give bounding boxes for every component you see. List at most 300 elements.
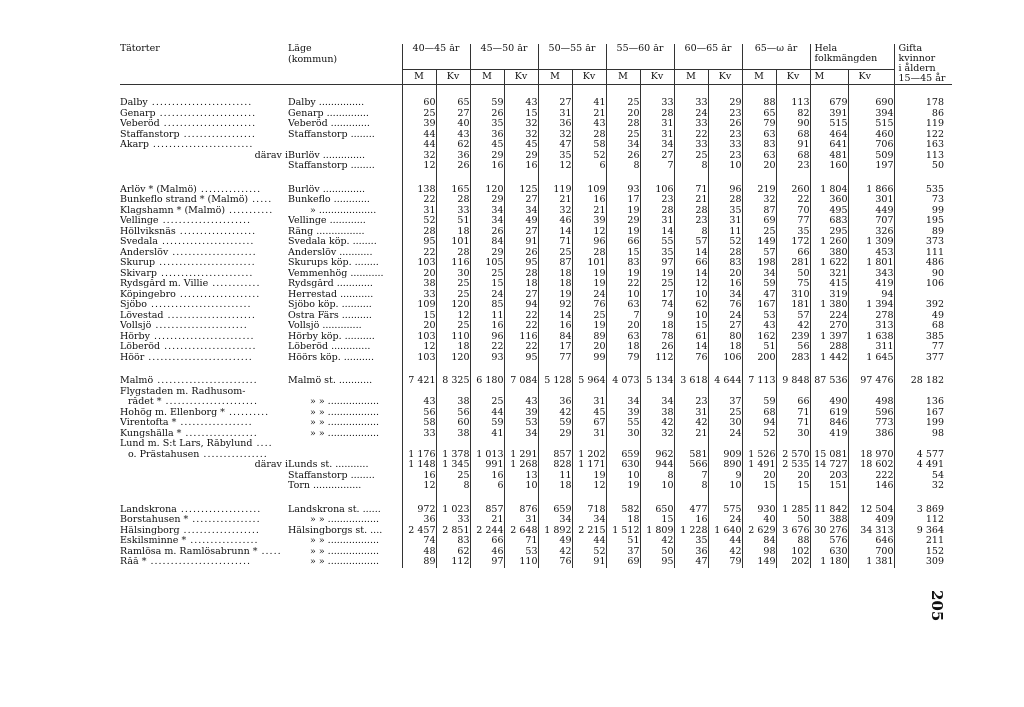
value-cell: 19 bbox=[572, 471, 606, 482]
value-cell: 59 bbox=[742, 279, 776, 290]
value-cell: 1 013 bbox=[470, 450, 504, 461]
gap-cell bbox=[708, 172, 742, 185]
value-cell: 44 bbox=[708, 536, 742, 547]
header-male: M bbox=[674, 70, 708, 85]
value-cell: 706 bbox=[848, 140, 894, 151]
header-gifta-line4: 15—45 år bbox=[898, 73, 946, 84]
tatort-cell bbox=[120, 290, 288, 301]
value-cell: 38 bbox=[402, 279, 436, 290]
value-cell: 49 bbox=[538, 536, 572, 547]
kommun-cell bbox=[288, 290, 402, 301]
value-cell: 18 bbox=[504, 279, 538, 290]
value-cell: 25 bbox=[640, 279, 674, 290]
value-cell: 50 bbox=[776, 515, 810, 526]
kommun-cell bbox=[288, 98, 402, 109]
value-cell: 80 bbox=[708, 332, 742, 343]
dot-leader: ........ bbox=[351, 258, 379, 268]
table-row bbox=[120, 279, 952, 290]
gap-cell bbox=[288, 492, 402, 505]
value-cell: 12 504 bbox=[848, 505, 894, 516]
value-cell: 34 bbox=[606, 140, 640, 151]
dot-leader: ............ bbox=[208, 279, 261, 289]
value-cell: 71 bbox=[776, 408, 810, 419]
value-cell: 2 629 bbox=[742, 526, 776, 537]
value-cell: 29 bbox=[538, 429, 572, 440]
value-cell: 59 bbox=[470, 418, 504, 429]
dot-leader: ....................... bbox=[151, 321, 248, 331]
value-cell: 515 bbox=[810, 119, 848, 130]
dot-leader: .................. bbox=[176, 418, 253, 428]
dot-leader: ....................... bbox=[157, 237, 255, 247]
value-cell: 7 bbox=[640, 161, 674, 172]
value-cell: 42 bbox=[640, 536, 674, 547]
value-cell: 165 bbox=[436, 185, 470, 196]
value-cell: 84 bbox=[538, 332, 572, 343]
value-cell: 1 180 bbox=[810, 557, 848, 568]
gap-cell bbox=[606, 172, 640, 185]
value-cell: 149 bbox=[742, 237, 776, 248]
value-cell: 683 bbox=[810, 216, 848, 227]
dot-leader: ........... bbox=[225, 205, 274, 216]
value-cell: 31 bbox=[640, 130, 674, 141]
value-cell: 321 bbox=[810, 269, 848, 280]
value-cell: 890 bbox=[708, 460, 742, 471]
gap-cell bbox=[708, 363, 742, 376]
value-cell bbox=[572, 439, 606, 450]
value-cell: 34 313 bbox=[848, 526, 894, 537]
page-number: 205 bbox=[928, 590, 946, 622]
kommun-cell bbox=[288, 439, 402, 450]
value-cell: 21 bbox=[538, 195, 572, 206]
value-cell: 25 bbox=[470, 397, 504, 408]
value-cell: 20 bbox=[606, 109, 640, 120]
kommun-name: » » bbox=[310, 557, 325, 567]
value-cell: 98 bbox=[742, 547, 776, 558]
value-cell: 486 bbox=[894, 258, 952, 269]
gap-cell bbox=[470, 85, 504, 99]
table-row bbox=[120, 376, 952, 387]
value-cell: 1 381 bbox=[848, 557, 894, 568]
value-cell: 22 bbox=[674, 130, 708, 141]
value-cell: 56 bbox=[402, 408, 436, 419]
value-cell: 301 bbox=[848, 195, 894, 206]
header-gifta-line1: Gifta bbox=[898, 44, 923, 54]
dot-leader: ......................... bbox=[153, 376, 258, 386]
value-cell: 1 202 bbox=[572, 450, 606, 461]
value-cell: 14 bbox=[538, 311, 572, 322]
value-cell: 28 bbox=[572, 130, 606, 141]
value-cell: 24 bbox=[708, 515, 742, 526]
value-cell: 91 bbox=[504, 237, 538, 248]
value-cell: 38 bbox=[640, 408, 674, 419]
value-cell: 3 869 bbox=[894, 505, 952, 516]
gap-cell bbox=[470, 363, 504, 376]
value-cell: 34 bbox=[606, 397, 640, 408]
value-cell: 83 bbox=[742, 140, 776, 151]
header-male: M bbox=[538, 70, 572, 85]
value-cell: 50 bbox=[776, 269, 810, 280]
header-tatorter bbox=[120, 44, 288, 85]
kommun-name: Svedala köp. bbox=[288, 237, 350, 247]
value-cell: 31 bbox=[402, 206, 436, 217]
value-cell: 1 491 bbox=[742, 460, 776, 471]
value-cell: 1 345 bbox=[436, 460, 470, 471]
header-male: M bbox=[402, 70, 436, 85]
value-cell: 113 bbox=[894, 151, 952, 162]
value-cell: 828 bbox=[538, 460, 572, 471]
tatort-name: Staffanstorp bbox=[120, 129, 180, 140]
value-cell: 28 182 bbox=[894, 376, 952, 387]
value-cell: 27 bbox=[504, 227, 538, 238]
kommun-cell bbox=[288, 130, 402, 141]
value-cell: 29 bbox=[606, 216, 640, 227]
kommun-name: Bunkeflo bbox=[288, 195, 331, 205]
value-cell: 18 bbox=[606, 342, 640, 353]
kommun-name: Malmö st. bbox=[288, 376, 336, 386]
value-cell: 71 bbox=[776, 418, 810, 429]
value-cell: 8 bbox=[640, 471, 674, 482]
value-cell: 54 bbox=[894, 471, 952, 482]
value-cell: 163 bbox=[894, 140, 952, 151]
value-cell: 10 bbox=[606, 471, 640, 482]
table-row bbox=[120, 353, 952, 364]
value-cell: 28 bbox=[436, 195, 470, 206]
value-cell: 47 bbox=[742, 290, 776, 301]
value-cell: 28 bbox=[708, 248, 742, 259]
tatort-cell bbox=[120, 161, 288, 172]
value-cell bbox=[436, 439, 470, 450]
kommun-cell bbox=[288, 248, 402, 259]
dot-leader: ......................... bbox=[146, 300, 252, 310]
value-cell: 380 bbox=[810, 248, 848, 259]
dot-leader: ........ bbox=[347, 129, 375, 140]
gap-cell bbox=[848, 363, 894, 376]
value-cell: 32 bbox=[504, 130, 538, 141]
value-cell: 20 bbox=[402, 269, 436, 280]
value-cell: 36 bbox=[538, 119, 572, 130]
value-cell: 28 bbox=[640, 109, 674, 120]
value-cell: 60 bbox=[436, 418, 470, 429]
value-cell: 13 bbox=[504, 471, 538, 482]
tatort-name: Sjöbo bbox=[120, 300, 147, 310]
dot-leader: ........ bbox=[347, 161, 375, 171]
gap-cell bbox=[436, 492, 470, 505]
value-cell bbox=[504, 439, 538, 450]
value-cell: 576 bbox=[810, 536, 848, 547]
value-cell: 111 bbox=[894, 248, 952, 259]
gap-cell bbox=[120, 492, 288, 505]
value-cell: 25 bbox=[674, 151, 708, 162]
value-cell: 15 081 bbox=[810, 450, 848, 461]
value-cell: 31 bbox=[504, 515, 538, 526]
value-cell: 944 bbox=[640, 460, 674, 471]
gap-cell bbox=[894, 172, 952, 185]
value-cell: 32 bbox=[894, 481, 952, 492]
value-cell: 18 bbox=[538, 481, 572, 492]
kommun-cell bbox=[288, 151, 402, 162]
value-cell: 2 457 bbox=[402, 526, 436, 537]
value-cell bbox=[402, 387, 436, 398]
value-cell: 43 bbox=[504, 397, 538, 408]
value-cell: 93 bbox=[606, 185, 640, 196]
kommun-cell bbox=[288, 140, 402, 151]
tatort-name: Kungshälla * bbox=[120, 428, 182, 439]
value-cell bbox=[810, 439, 848, 450]
kommun-name: Hälsingborgs st. bbox=[288, 525, 368, 536]
value-cell: 2 648 bbox=[504, 526, 538, 537]
value-cell: 18 bbox=[538, 279, 572, 290]
value-cell: 32 bbox=[742, 195, 776, 206]
value-cell: 16 bbox=[504, 161, 538, 172]
kommun-name: Räng bbox=[288, 226, 314, 237]
value-cell: 326 bbox=[848, 227, 894, 238]
gap-cell bbox=[504, 172, 538, 185]
value-cell bbox=[470, 387, 504, 398]
table-row bbox=[120, 408, 952, 419]
value-cell: 181 bbox=[776, 300, 810, 311]
tatort-cell bbox=[120, 300, 288, 311]
value-cell: 119 bbox=[894, 119, 952, 130]
value-cell: 32 bbox=[402, 151, 436, 162]
value-cell: 69 bbox=[742, 216, 776, 227]
value-cell bbox=[674, 439, 708, 450]
value-cell: 48 bbox=[402, 547, 436, 558]
tatort-name: Hälsingborg bbox=[120, 525, 180, 536]
value-cell: 566 bbox=[674, 460, 708, 471]
tatort-name: Höllviksnäs bbox=[120, 226, 176, 237]
value-cell: 9 bbox=[640, 311, 674, 322]
header-tatorter-label: Tätorter bbox=[120, 44, 160, 54]
value-cell: 12 bbox=[572, 481, 606, 492]
value-cell: 972 bbox=[402, 505, 436, 516]
tatort-cell bbox=[120, 408, 288, 419]
dot-leader: ........... bbox=[337, 289, 374, 300]
tatort-name: Genarp bbox=[120, 108, 156, 119]
value-cell: 490 bbox=[810, 397, 848, 408]
value-cell: 106 bbox=[640, 185, 674, 196]
header-female: Kv bbox=[640, 70, 674, 85]
value-cell: 19 bbox=[572, 279, 606, 290]
header-female: Kv bbox=[848, 70, 894, 85]
value-cell: 7 bbox=[606, 311, 640, 322]
value-cell: 26 bbox=[708, 119, 742, 130]
value-cell: 31 bbox=[572, 397, 606, 408]
value-cell: 25 bbox=[436, 471, 470, 482]
kommun-name: » » bbox=[310, 397, 325, 407]
value-cell: 18 bbox=[640, 321, 674, 332]
value-cell: 26 bbox=[606, 151, 640, 162]
value-cell: 41 bbox=[572, 98, 606, 109]
dot-leader: ................... bbox=[315, 205, 377, 216]
dot-leader: ............. bbox=[327, 119, 370, 129]
value-cell: 7 084 bbox=[504, 376, 538, 387]
value-cell: 44 bbox=[470, 408, 504, 419]
value-cell: 41 bbox=[470, 429, 504, 440]
dot-leader: ....................... bbox=[156, 268, 254, 279]
kommun-cell bbox=[288, 376, 402, 387]
value-cell: 25 bbox=[572, 311, 606, 322]
value-cell: 138 bbox=[402, 185, 436, 196]
table-row bbox=[120, 161, 952, 172]
value-cell: 58 bbox=[402, 418, 436, 429]
value-cell: 2 535 bbox=[776, 460, 810, 471]
value-cell: 58 bbox=[572, 140, 606, 151]
value-cell: 98 bbox=[894, 429, 952, 440]
value-cell: 25 bbox=[402, 109, 436, 120]
tatort-name: Arlöv * (Malmö) bbox=[120, 184, 197, 195]
value-cell: 35 bbox=[776, 227, 810, 238]
tatort-cell bbox=[120, 342, 288, 353]
tatort-cell bbox=[120, 151, 288, 162]
value-cell: 477 bbox=[674, 505, 708, 516]
value-cell: 360 bbox=[810, 195, 848, 206]
value-cell: 75 bbox=[776, 279, 810, 290]
value-cell: 31 bbox=[708, 216, 742, 227]
kommun-name: Löberöd bbox=[288, 342, 329, 352]
value-cell: 1 291 bbox=[504, 450, 538, 461]
value-cell: 97 bbox=[640, 258, 674, 269]
value-cell: 31 bbox=[640, 216, 674, 227]
gap-cell bbox=[606, 492, 640, 505]
gap-cell bbox=[288, 363, 402, 376]
dot-leader: ............ bbox=[326, 216, 366, 226]
value-cell: 386 bbox=[848, 429, 894, 440]
dot-leader: ............ bbox=[333, 279, 373, 289]
kommun-name: Herrestad bbox=[288, 289, 338, 300]
value-cell: 222 bbox=[848, 471, 894, 482]
value-cell: 112 bbox=[436, 557, 470, 568]
table-row bbox=[120, 130, 952, 141]
value-cell: 83 bbox=[436, 536, 470, 547]
value-cell: 11 842 bbox=[810, 505, 848, 516]
value-cell: 25 bbox=[606, 130, 640, 141]
value-cell: 28 bbox=[606, 119, 640, 130]
tatort-cell bbox=[120, 98, 288, 109]
value-cell: 79 bbox=[708, 557, 742, 568]
dot-leader: ................... bbox=[175, 226, 257, 237]
value-cell: 12 bbox=[674, 279, 708, 290]
value-cell bbox=[640, 439, 674, 450]
value-cell: 464 bbox=[810, 130, 848, 141]
value-cell: 172 bbox=[776, 237, 810, 248]
kommun-cell bbox=[288, 471, 402, 482]
gap-cell bbox=[572, 172, 606, 185]
value-cell: 581 bbox=[674, 450, 708, 461]
kommun-cell bbox=[288, 332, 402, 343]
value-cell: 112 bbox=[640, 353, 674, 364]
value-cell: 857 bbox=[538, 450, 572, 461]
value-cell: 7 421 bbox=[402, 376, 436, 387]
value-cell: 65 bbox=[436, 98, 470, 109]
value-cell: 18 970 bbox=[848, 450, 894, 461]
value-cell: 10 bbox=[674, 290, 708, 301]
value-cell: 10 bbox=[708, 481, 742, 492]
header-age-55-60: 55—60 år bbox=[606, 44, 674, 70]
value-cell: 619 bbox=[810, 408, 848, 419]
value-cell: 8 325 bbox=[436, 376, 470, 387]
value-cell bbox=[538, 439, 572, 450]
value-cell: 23 bbox=[708, 151, 742, 162]
header-female: Kv bbox=[572, 70, 606, 85]
table-row bbox=[120, 439, 952, 450]
table-row bbox=[120, 140, 952, 151]
value-cell: 49 bbox=[504, 216, 538, 227]
value-cell: 23 bbox=[674, 216, 708, 227]
dot-leader: ......................... bbox=[150, 331, 255, 342]
tatort-name: Malmö bbox=[120, 376, 154, 386]
value-cell: 313 bbox=[848, 321, 894, 332]
value-cell: 22 bbox=[470, 342, 504, 353]
gap-cell bbox=[674, 85, 708, 99]
value-cell: 21 bbox=[572, 206, 606, 217]
value-cell: 77 bbox=[538, 353, 572, 364]
value-cell: 53 bbox=[742, 311, 776, 322]
kommun-cell bbox=[288, 311, 402, 322]
value-cell: 15 bbox=[674, 321, 708, 332]
gap-cell bbox=[572, 492, 606, 505]
value-cell: 377 bbox=[894, 353, 952, 364]
table-row bbox=[120, 429, 952, 440]
value-cell: 20 bbox=[708, 269, 742, 280]
value-cell: 78 bbox=[640, 332, 674, 343]
tatort-cell bbox=[120, 279, 288, 290]
value-cell: 21 bbox=[674, 429, 708, 440]
dot-leader: ........ bbox=[347, 470, 375, 481]
value-cell: 19 bbox=[572, 269, 606, 280]
tatort-name: Virentofta * bbox=[120, 418, 177, 428]
value-cell: 89 bbox=[402, 557, 436, 568]
value-cell: 97 476 bbox=[848, 376, 894, 387]
kommun-cell bbox=[288, 526, 402, 537]
value-cell: 17 bbox=[606, 195, 640, 206]
value-cell: 30 bbox=[708, 418, 742, 429]
value-cell: 1 638 bbox=[848, 332, 894, 343]
tatort-cell bbox=[120, 321, 288, 332]
dot-leader: ..... bbox=[257, 546, 282, 557]
value-cell: 2 570 bbox=[776, 450, 810, 461]
value-cell: 409 bbox=[848, 515, 894, 526]
kommun-cell bbox=[288, 450, 402, 461]
table-row bbox=[120, 206, 952, 217]
value-cell: 33 bbox=[436, 515, 470, 526]
tatort-indicator: därav i bbox=[254, 460, 288, 470]
value-cell: 596 bbox=[848, 408, 894, 419]
value-cell: 18 bbox=[606, 515, 640, 526]
value-cell: 498 bbox=[848, 397, 894, 408]
value-cell: 36 bbox=[674, 547, 708, 558]
gap-cell bbox=[640, 492, 674, 505]
value-cell: 224 bbox=[810, 311, 848, 322]
value-cell: 14 727 bbox=[810, 460, 848, 471]
value-cell: 101 bbox=[436, 237, 470, 248]
value-cell: 29 bbox=[504, 151, 538, 162]
value-cell: 116 bbox=[504, 332, 538, 343]
gap-cell bbox=[538, 172, 572, 185]
kommun-name: » » bbox=[310, 536, 325, 546]
dot-leader: .......... bbox=[341, 331, 375, 342]
value-cell: 22 bbox=[504, 311, 538, 322]
table-row bbox=[120, 505, 952, 516]
gap-cell bbox=[470, 492, 504, 505]
tatort-cell bbox=[120, 536, 288, 547]
value-cell: 59 bbox=[538, 418, 572, 429]
tatort-cell bbox=[120, 450, 288, 461]
value-cell: 200 bbox=[742, 353, 776, 364]
value-cell bbox=[894, 439, 952, 450]
header-lage-label: Läge bbox=[288, 44, 312, 54]
tatort-cell bbox=[120, 515, 288, 526]
value-cell: 18 602 bbox=[848, 460, 894, 471]
